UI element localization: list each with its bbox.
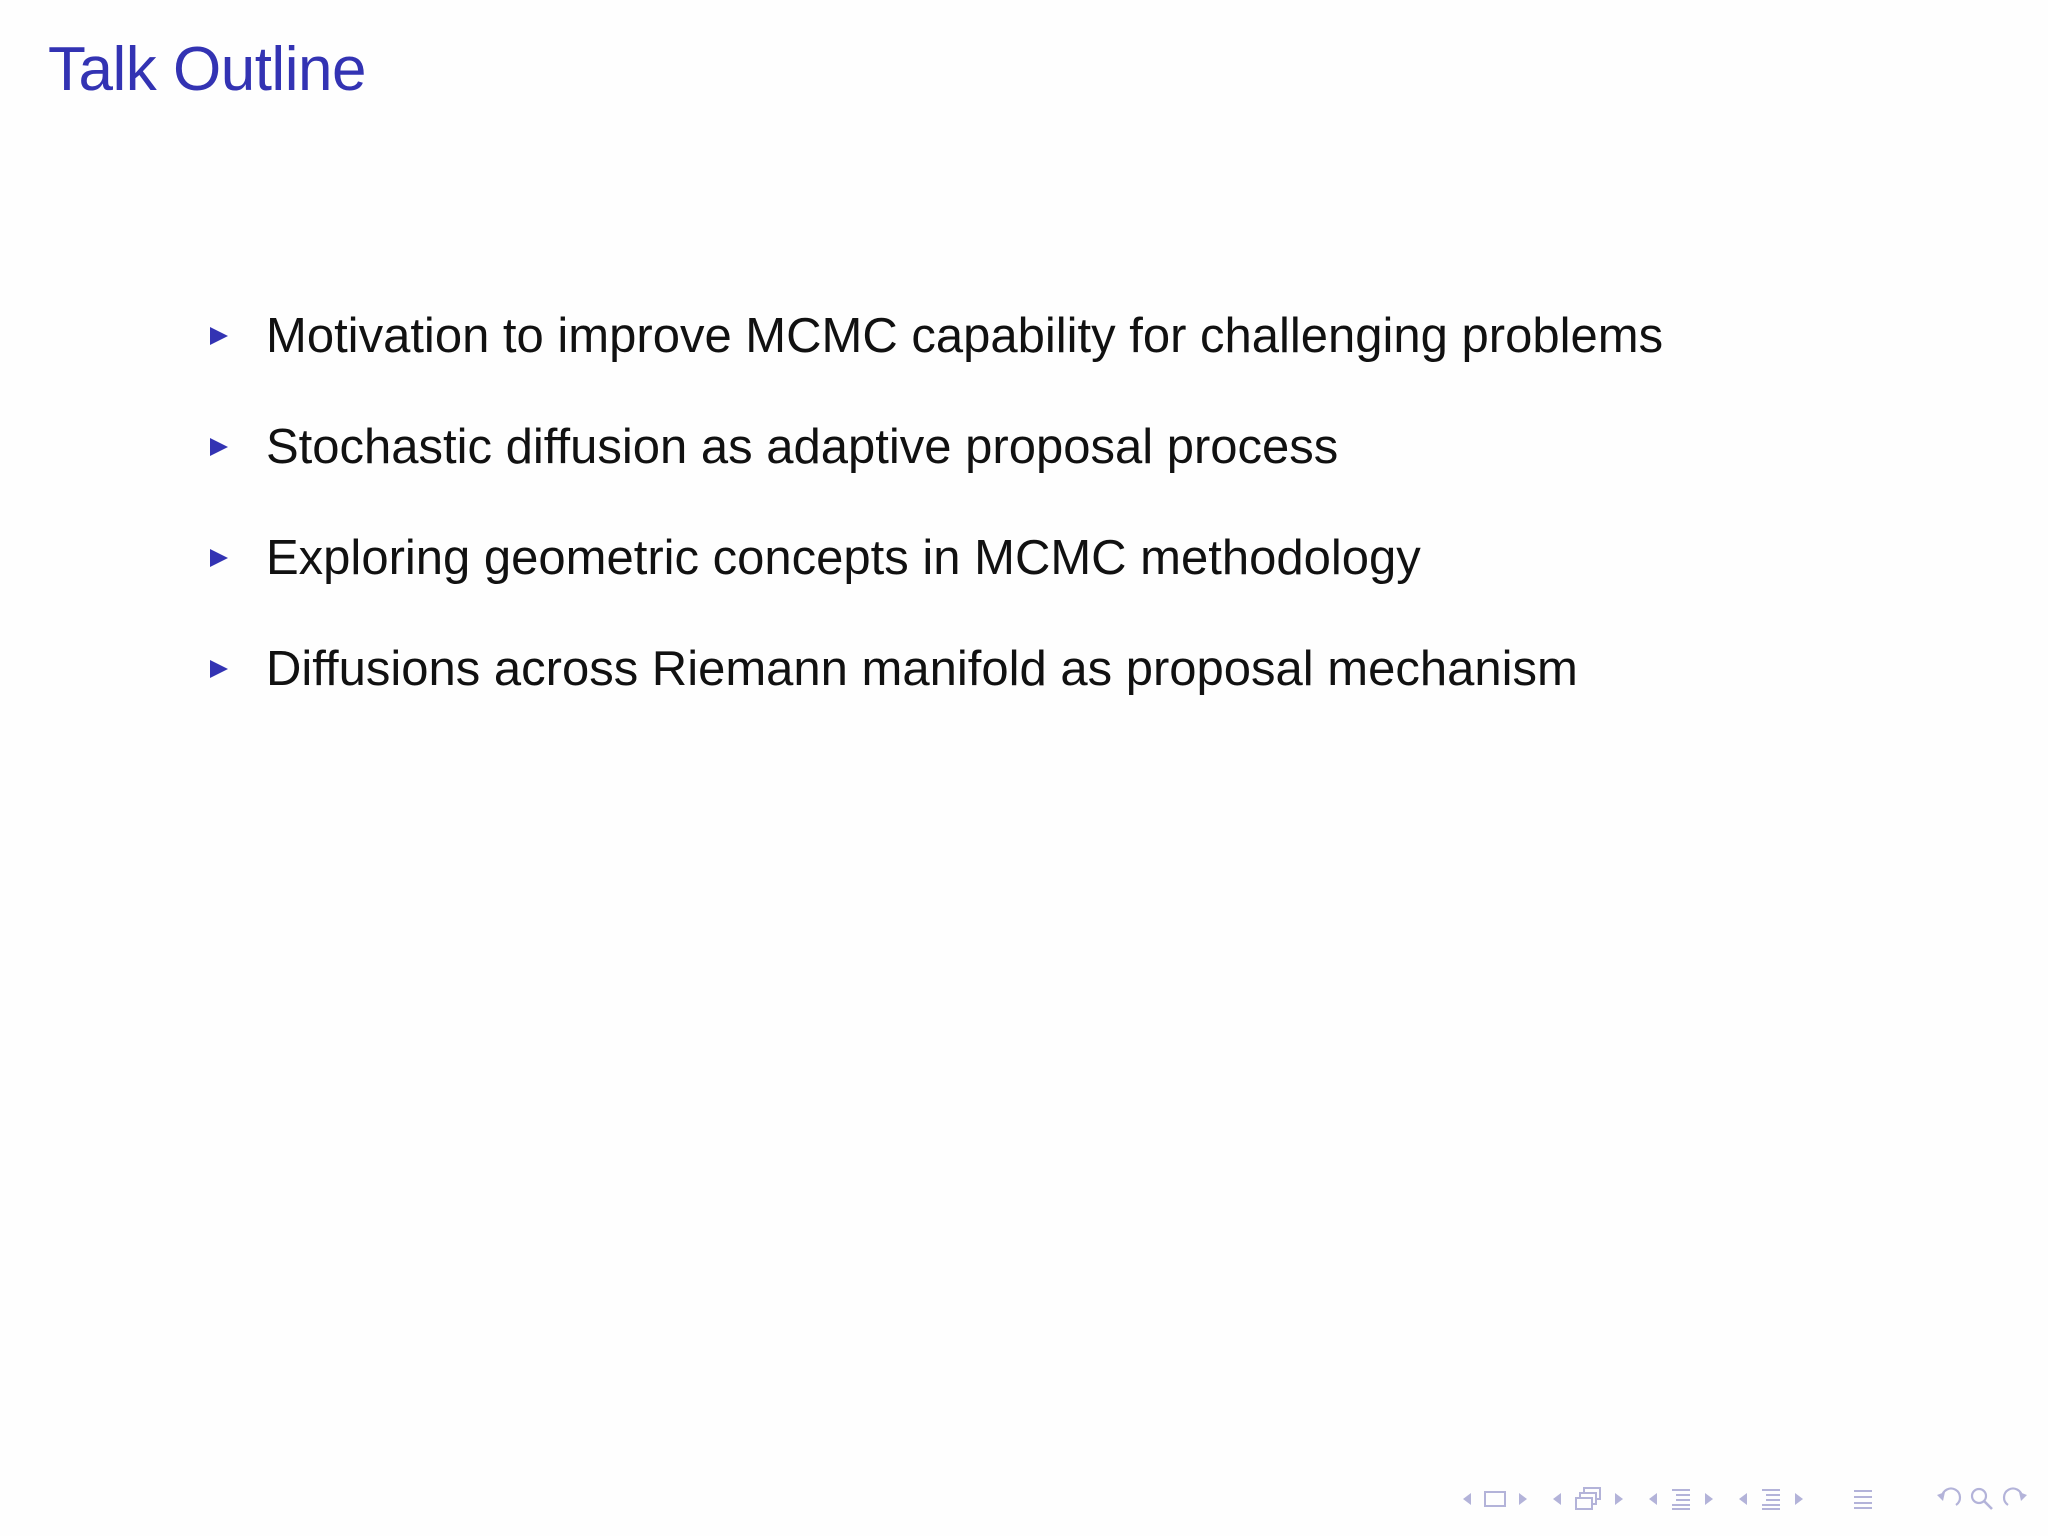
presentation-icon [1758, 1486, 1784, 1512]
next-frame-button[interactable] [1516, 1484, 1530, 1514]
prev-subsection-button[interactable] [1550, 1484, 1564, 1514]
next-arrow-icon [1792, 1489, 1806, 1509]
frame-nav [1460, 1484, 1530, 1514]
search-button[interactable] [1968, 1484, 1996, 1514]
history-nav [1934, 1484, 2030, 1514]
bullet-text: Motivation to improve MCMC capability for challenging problems [266, 308, 1664, 363]
prev-arrow-icon [1550, 1489, 1564, 1509]
forward-icon [2000, 1485, 2030, 1513]
bullet-text: Exploring geometric concepts in MCMC methodology [266, 530, 1421, 585]
list-item [208, 613, 1988, 724]
next-arrow-icon [1702, 1489, 1716, 1509]
section-button[interactable] [1668, 1484, 1694, 1514]
list-item [208, 502, 1988, 613]
presentation-button[interactable] [1758, 1484, 1784, 1514]
next-arrow-icon [1612, 1489, 1626, 1509]
presentation-nav [1736, 1484, 1806, 1514]
prev-section-button[interactable] [1646, 1484, 1660, 1514]
next-section-button[interactable] [1702, 1484, 1716, 1514]
back-button[interactable] [1934, 1484, 1964, 1514]
appendix-nav [1850, 1484, 1876, 1514]
frame-icon [1482, 1488, 1508, 1510]
triangle-bullet-icon [208, 547, 266, 569]
align-button[interactable] [1850, 1484, 1876, 1514]
align-icon [1850, 1486, 1876, 1512]
list-item [208, 280, 1988, 391]
prev-frame-button[interactable] [1460, 1484, 1474, 1514]
triangle-bullet-icon [208, 658, 266, 680]
search-icon [1968, 1485, 1996, 1513]
back-icon [1934, 1485, 1964, 1513]
section-nav [1646, 1484, 1716, 1514]
frame-button[interactable] [1482, 1484, 1508, 1514]
subsection-nav [1550, 1484, 1626, 1514]
prev-arrow-icon [1460, 1489, 1474, 1509]
bullet-text: Stochastic diffusion as adaptive proposal process [266, 419, 1339, 474]
bullet-list [208, 280, 1988, 724]
triangle-bullet-icon [208, 325, 266, 347]
subsection-button[interactable] [1572, 1484, 1604, 1514]
navigation-bar [1440, 1482, 2030, 1516]
slide-title: Talk Outline [48, 35, 366, 104]
triangle-bullet-icon [208, 436, 266, 458]
prev-arrow-icon [1646, 1489, 1660, 1509]
subsection-icon [1572, 1485, 1604, 1513]
section-icon [1668, 1486, 1694, 1512]
next-subsection-button[interactable] [1612, 1484, 1626, 1514]
forward-button[interactable] [2000, 1484, 2030, 1514]
next-part-button[interactable] [1792, 1484, 1806, 1514]
next-arrow-icon [1516, 1489, 1530, 1509]
list-item [208, 391, 1988, 502]
bullet-text: Diffusions across Riemann manifold as proposal mechanism [266, 641, 1578, 696]
prev-part-button[interactable] [1736, 1484, 1750, 1514]
prev-arrow-icon [1736, 1489, 1750, 1509]
